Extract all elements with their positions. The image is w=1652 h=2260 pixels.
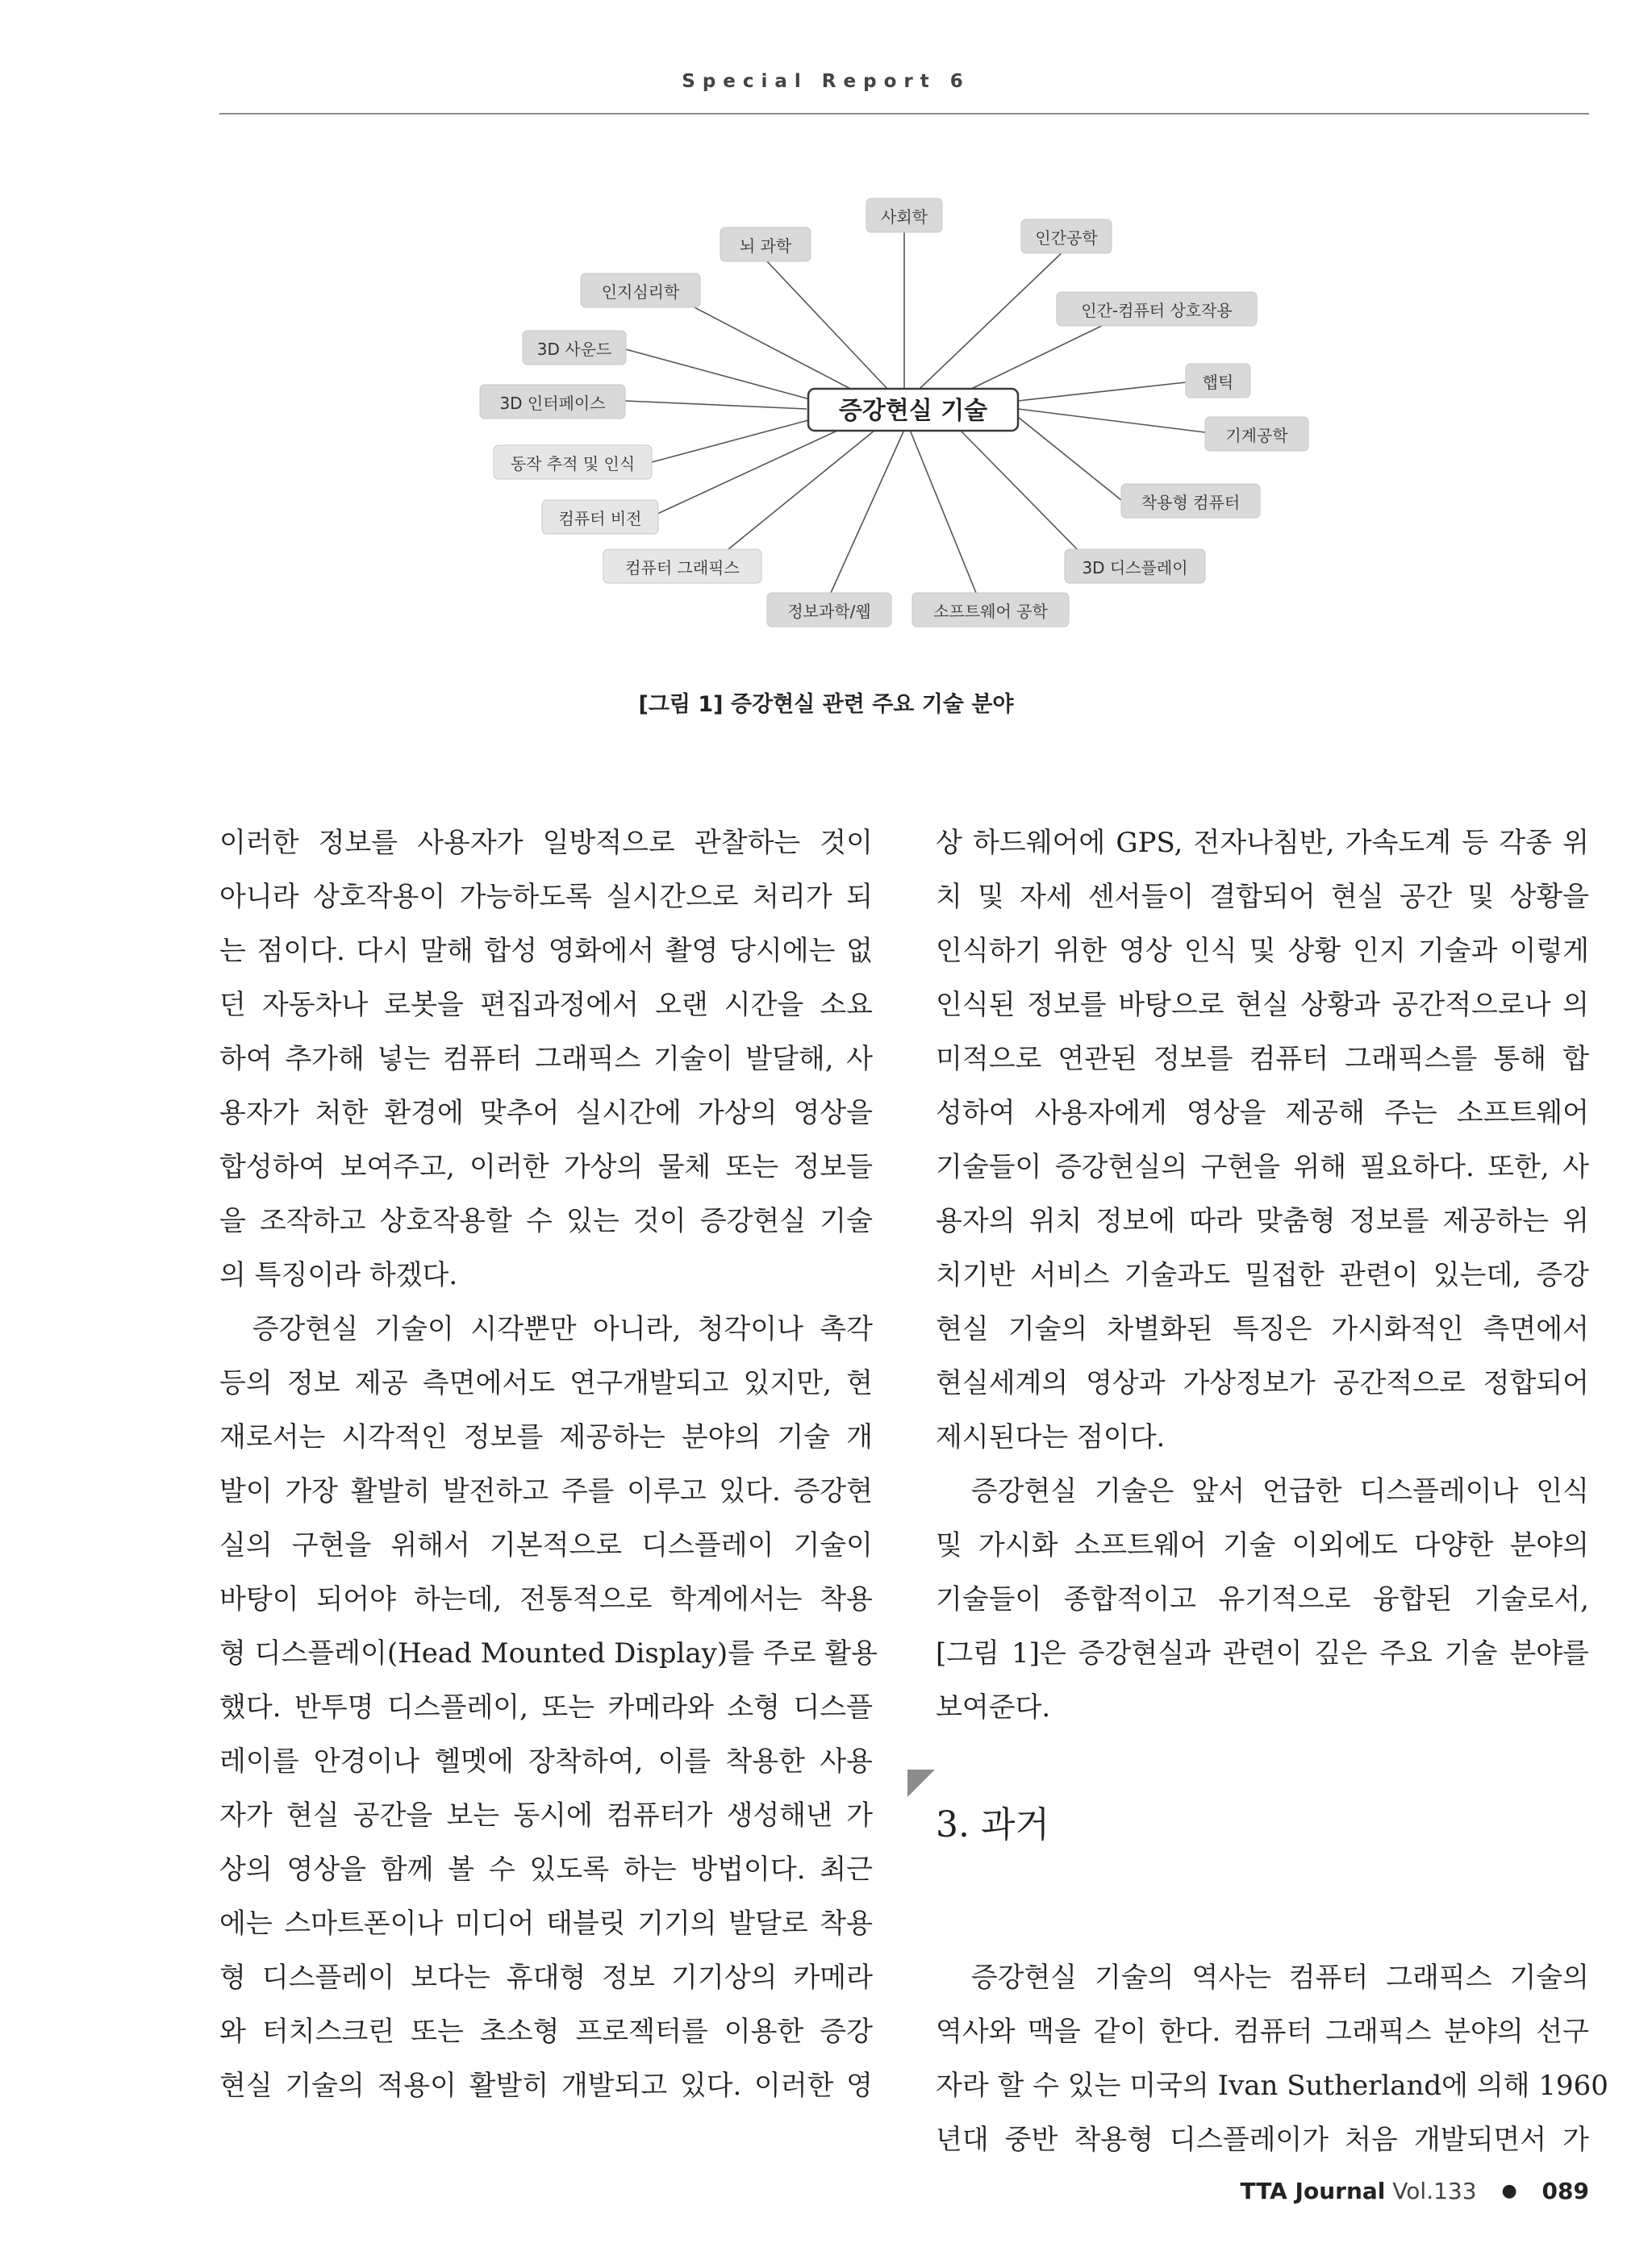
edge-컴퓨터비전 (657, 430, 839, 514)
body-line: 의 특징이라 하겠다. (219, 1259, 458, 1291)
tech-field-diagram (0, 0, 1652, 661)
edge-3D사운드 (620, 348, 810, 399)
node-label: 사회학 (881, 207, 928, 227)
node-3D디스플레이 (1065, 549, 1205, 583)
body-line: 및 가시화 소프트웨어 기술 이외에도 다양한 분야의 (936, 1529, 1589, 1562)
body-line: 용자가 처한 환경에 맞추어 실시간에 가상의 영상을 (219, 1097, 873, 1129)
node-label: 3D 디스플레이 (1082, 558, 1188, 578)
body-line: 기술들이 증강현실의 구현을 위해 필요하다. 또한, 사 (936, 1151, 1589, 1183)
body-line: 용자의 위치 정보에 따라 맞춤형 정보를 제공하는 위 (936, 1205, 1589, 1237)
body-line: 등의 정보 제공 측면에서도 연구개발되고 있지만, 현 (219, 1367, 873, 1399)
body-line: 자라 할 수 있는 미국의 Ivan Sutherland에 의해 1960 (936, 2070, 1608, 2102)
body-line: 성하여 사용자에게 영상을 제공해 주는 소프트웨어 (936, 1097, 1589, 1129)
node-label: 3D 인터페이스 (499, 394, 606, 413)
body-line: 증강현실 기술이 시각뿐만 아니라, 청각이나 촉각 (219, 1313, 873, 1345)
body-line: 형 디스플레이(Head Mounted Display)를 주로 활용 (219, 1637, 878, 1670)
body-line: 현실 기술의 적용이 활발히 개발되고 있다. 이러한 영 (219, 2070, 873, 2102)
node-기계공학 (1205, 417, 1308, 451)
edge-착용형컴퓨터 (1018, 417, 1121, 500)
node-label: 컴퓨터 그래픽스 (625, 558, 740, 578)
running-header: Special Report 6 (682, 71, 970, 92)
edge-동작추적 (652, 420, 808, 462)
body-line: 상 하드웨어에 GPS, 전자나침반, 가속도계 등 각종 위 (936, 827, 1589, 859)
edge-정보과학웹 (831, 430, 904, 593)
edge-뇌과학 (766, 260, 887, 389)
body-line: 역사와 맥을 같이 한다. 컴퓨터 그래픽스 분야의 선구 (936, 2016, 1589, 2048)
node-label: 인지심리학 (601, 282, 680, 302)
node-사회학 (866, 198, 942, 232)
node-뇌과학 (720, 227, 811, 261)
edge-햅틱 (1018, 382, 1186, 401)
journal-volume: Vol.133 (1392, 2178, 1477, 2204)
edge-3D인터페이스 (625, 401, 807, 409)
body-line: 증강현실 기술의 역사는 컴퓨터 그래픽스 기술의 (936, 1962, 1589, 1994)
body-line: 증강현실 기술은 앞서 언급한 디스플레이나 인식 (936, 1475, 1589, 1507)
section-heading: 3. 과거 (936, 1804, 1049, 1845)
body-line: 발이 가장 활발히 발전하고 주를 이루고 있다. 증강현 (219, 1475, 873, 1507)
node-center (808, 389, 1018, 431)
node-컴퓨터비전 (542, 500, 658, 534)
body-line: 아니라 상호작용이 가능하도록 실시간으로 처리가 되 (219, 881, 873, 913)
body-line: 미적으로 연관된 정보를 컴퓨터 그래픽스를 통해 합 (936, 1043, 1589, 1075)
node-인간공학 (1021, 219, 1112, 253)
body-line: 치 및 자세 센서들이 결합되어 현실 공간 및 상황을 (936, 881, 1589, 913)
node-햅틱 (1186, 364, 1250, 398)
edge-인지심리학 (690, 305, 855, 391)
body-line: [그림 1]은 증강현실과 관련이 깊은 주요 기술 분야를 (936, 1637, 1589, 1670)
node-인간컴퓨터상호작용 (1057, 292, 1257, 326)
node-3D인터페이스 (480, 385, 625, 419)
node-착용형컴퓨터 (1121, 484, 1260, 518)
page-number: 089 (1541, 2178, 1589, 2204)
edge-소프트웨어공학 (910, 430, 976, 593)
body-line: 실의 구현을 위해서 기본적으로 디스플레이 기술이 (219, 1529, 873, 1562)
node-label: 소프트웨어 공학 (933, 602, 1048, 621)
body-line: 바탕이 되어야 하는데, 전통적으로 학계에서는 착용 (219, 1583, 873, 1616)
body-line: 하여 추가해 넣는 컴퓨터 그래픽스 기술이 발달해, 사 (219, 1043, 873, 1075)
right-column (936, 816, 1608, 2167)
node-label: 인간공학 (1035, 228, 1098, 248)
section-marker-icon (907, 1770, 935, 1797)
body-line: 년대 중반 착용형 디스플레이가 처음 개발되면서 가 (936, 2124, 1589, 2156)
body-line: 현실 기술의 차별화된 특징은 가시화적인 측면에서 (936, 1313, 1589, 1345)
edge-인간컴퓨터 (968, 323, 1107, 390)
body-line: 치기반 서비스 기술과도 밀접한 관련이 있는데, 증강 (936, 1259, 1589, 1291)
body-line: 인식된 정보를 바탕으로 현실 상황과 공간적으로나 의 (936, 989, 1589, 1021)
node-label: 3D 사운드 (536, 340, 612, 359)
node-label: 동작 추적 및 인식 (510, 454, 636, 473)
node-label: 뇌 과학 (739, 236, 792, 256)
node-정보과학웹 (767, 593, 891, 627)
body-line: 합성하여 보여주고, 이러한 가상의 물체 또는 정보들 (219, 1151, 873, 1183)
edge-3D디스플레이 (960, 430, 1089, 561)
body-line: 는 점이다. 다시 말해 합성 영화에서 촬영 당시에는 없 (219, 935, 873, 967)
left-column (219, 816, 878, 2113)
node-컴퓨터그래픽스 (603, 549, 761, 583)
node-동작추적및인식 (494, 445, 652, 479)
body-line: 재로서는 시각적인 정보를 제공하는 분야의 기술 개 (219, 1421, 873, 1453)
center-label: 증강현실 기술 (838, 397, 988, 425)
body-line: 와 터치스크린 또는 초소형 프로젝터를 이용한 증강 (219, 2016, 873, 2048)
body-line: 기술들이 종합적이고 유기적으로 융합된 기술로서, (936, 1583, 1589, 1616)
page-footer (1240, 2178, 1589, 2204)
body-line: 했다. 반투명 디스플레이, 또는 카메라와 소형 디스플 (219, 1691, 873, 1724)
journal-name: TTA Journal (1240, 2178, 1386, 2204)
body-line: 이러한 정보를 사용자가 일방적으로 관찰하는 것이 (219, 827, 873, 859)
node-소프트웨어공학 (912, 593, 1069, 627)
body-line: 던 자동차나 로봇을 편집과정에서 오랜 시간을 소요 (219, 989, 873, 1021)
body-line: 상의 영상을 함께 볼 수 있도록 하는 방법이다. 최근 (219, 1853, 873, 1886)
edge-인간공학 (920, 248, 1066, 389)
node-label: 착용형 컴퓨터 (1141, 493, 1241, 512)
body-line: 인식하기 위한 영상 인식 및 상황 인지 기술과 이렇게 (936, 935, 1589, 967)
edge-기계공학 (1018, 409, 1205, 432)
body-line: 을 조작하고 상호작용할 수 있는 것이 증강현실 기술 (219, 1205, 873, 1237)
figure-caption: [그림 1] 증강현실 관련 주요 기술 분야 (638, 692, 1014, 717)
body-line: 자가 현실 공간을 보는 동시에 컴퓨터가 생성해낸 가 (219, 1799, 873, 1832)
node-label: 인간-컴퓨터 상호작용 (1081, 301, 1233, 320)
node-label: 컴퓨터 비전 (558, 509, 642, 528)
body-line: 형 디스플레이 보다는 휴대형 정보 기기상의 카메라 (219, 1962, 873, 1994)
bullet-icon: ● (1501, 2181, 1517, 2201)
body-line: 보여준다. (936, 1691, 1051, 1724)
body-line: 레이를 안경이나 헬멧에 장착하여, 이를 착용한 사용 (219, 1745, 873, 1778)
body-line: 에는 스마트폰이나 미디어 태블릿 기기의 발달로 착용 (219, 1908, 873, 1940)
node-3D사운드 (523, 331, 626, 365)
body-line: 현실세계의 영상과 가상정보가 공간적으로 정합되어 (936, 1367, 1589, 1399)
node-인지심리학 (581, 273, 700, 307)
node-label: 햅틱 (1202, 373, 1234, 392)
body-line: 제시된다는 점이다. (936, 1421, 1166, 1453)
node-label: 정보과학/웹 (787, 602, 871, 621)
node-label: 기계공학 (1225, 426, 1288, 445)
